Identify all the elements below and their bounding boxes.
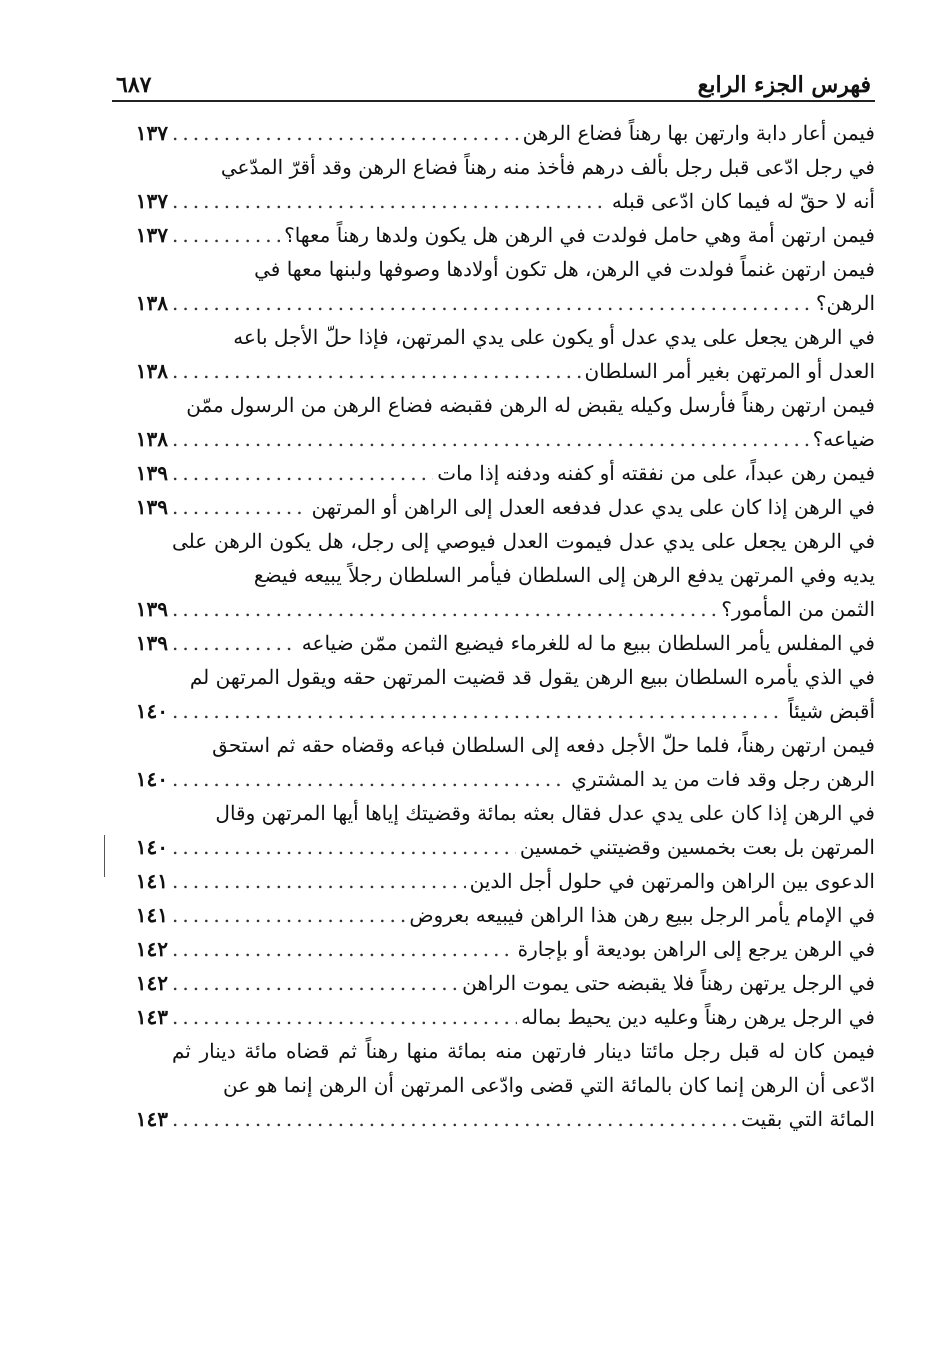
entry-page-ref: ١٤١ <box>135 869 168 893</box>
entry-text: المائة التي بقيت <box>740 1107 875 1131</box>
index-entries <box>112 116 875 1136</box>
entry-text: في الإمام يأمر الرجل ببيع رهن هذا الراهن فيبيعه بعروض <box>409 903 875 927</box>
entry-page-ref: ١٣٩ <box>135 461 168 485</box>
index-entry <box>112 1034 875 1136</box>
index-page <box>112 58 875 1343</box>
entry-text: في الرجل يرهن رهناً وعليه دين يحيط بماله <box>521 1005 875 1029</box>
entry-last-line <box>112 898 875 932</box>
entry-last-line <box>112 966 875 1000</box>
entry-text: الدعوى بين الراهن والمرتهن في حلول أجل الدين <box>469 869 875 893</box>
dot-leader <box>172 184 608 218</box>
dot-leader <box>172 966 458 1000</box>
dot-leader <box>172 218 280 252</box>
entry-page-ref: ١٤٣ <box>135 1005 168 1029</box>
entry-page-ref: ١٤٣ <box>135 1107 168 1131</box>
entry-page-ref: ١٤٠ <box>135 767 168 791</box>
entry-text: فيمن ارتهن رهناً، فلما حلّ الأجل دفعه إلى السلطان فباعه وقضاه حقه ثم استحق <box>212 733 875 757</box>
entry-text: الثمن من المأمور؟ <box>721 597 875 621</box>
dot-leader <box>172 626 298 660</box>
entry-text: الرهن؟ <box>815 291 875 315</box>
entry-last-line <box>112 932 875 966</box>
index-entry <box>112 490 875 524</box>
dot-leader <box>172 490 308 524</box>
entry-page-ref: ١٣٨ <box>135 427 168 451</box>
entry-last-line <box>112 184 875 218</box>
entry-last-line <box>112 422 875 456</box>
index-entry <box>112 626 875 660</box>
entry-page-ref: ١٣٧ <box>135 223 168 247</box>
dot-leader <box>172 354 581 388</box>
entry-last-line <box>112 116 875 150</box>
index-entry <box>112 796 875 864</box>
entry-text: فيمن أعار دابة وارتهن بها رهناً فضاع الرهن <box>522 121 875 145</box>
entry-text: في رجل ادّعى قبل رجل بألف درهم فأخذ منه رهناً فضاع الرهن وقد أقرّ المدّعي <box>220 155 875 179</box>
entry-page-ref: ١٤٢ <box>135 937 168 961</box>
entry-page-ref: ١٤٢ <box>135 971 168 995</box>
index-entry <box>112 1000 875 1034</box>
index-entry <box>112 218 875 252</box>
entry-last-line <box>112 864 875 898</box>
dot-leader <box>172 286 812 320</box>
index-entry <box>112 252 875 320</box>
entry-page-ref: ١٤١ <box>135 903 168 927</box>
entry-page-ref: ١٣٩ <box>135 495 168 519</box>
dot-leader <box>172 762 567 796</box>
entry-last-line <box>112 592 875 626</box>
entry-text: فيمن ارتهن رهناً فأرسل وكيله يقبض له الرهن فقبضه فضاع الرهن من الرسول ممّن <box>186 393 875 417</box>
index-entry <box>112 150 875 218</box>
running-title: فهرس الجزء الرابع <box>697 72 871 98</box>
entry-last-line <box>112 626 875 660</box>
index-entry <box>112 388 875 456</box>
entry-text: في الرهن إذا كان على يدي عدل فدفعه العدل إلى الراهن أو المرتهن <box>311 495 875 519</box>
entry-last-line <box>112 218 875 252</box>
entry-text: أنه لا حقّ له فيما كان ادّعى قبله <box>611 189 875 213</box>
index-entry <box>112 864 875 898</box>
dot-leader <box>172 864 466 898</box>
dot-leader <box>172 456 433 490</box>
entry-text: في الرجل يرتهن رهناً فلا يقبضه حتى يموت الراهن <box>462 971 875 995</box>
entry-last-line <box>112 830 875 864</box>
entry-text: الرهن رجل وقد فات من يد المشتري <box>571 767 875 791</box>
entry-last-line <box>112 354 875 388</box>
entry-text: في الرهن إذا كان على يدي عدل فقال بعثه بمائة وقضيتك إياها أيها المرتهن وقال <box>215 801 875 825</box>
dot-leader <box>172 1102 737 1136</box>
entry-text: المرتهن بل بعت بخمسين وقضيتني خمسين <box>519 835 875 859</box>
entry-last-line <box>112 1102 875 1136</box>
index-entry <box>112 524 875 626</box>
entry-last-line <box>112 286 875 320</box>
entry-text: في المفلس يأمر السلطان ببيع ما له للغرماء فيضيع الثمن ممّن ضياعه <box>301 631 875 655</box>
index-entry <box>112 932 875 966</box>
entry-text: في الرهن يجعل على يدي عدل أو يكون على يدي المرتهن، فإذا حلّ الأجل باعه <box>233 325 875 349</box>
entry-last-line <box>112 694 875 728</box>
entry-text: فيمن رهن عبداً، على من نفقته أو كفنه ودفنه إذا مات <box>437 461 875 485</box>
entry-text: أقبض شيئاً <box>788 699 875 723</box>
entry-text: فيمن ارتهن غنماً فولدت في الرهن، هل تكون أولادها وصوفها ولبنها معها في <box>254 257 875 281</box>
entry-text: ضياعه؟ <box>812 427 875 451</box>
entry-page-ref: ١٤٠ <box>135 699 168 723</box>
dot-leader <box>172 898 405 932</box>
page-number: ٦٨٧ <box>116 72 152 98</box>
entry-page-ref: ١٣٧ <box>135 121 168 145</box>
dot-leader <box>172 116 519 150</box>
index-entry <box>112 456 875 490</box>
entry-text: في الرهن يرجع إلى الراهن بوديعة أو بإجارة <box>517 937 875 961</box>
dot-leader <box>172 932 514 966</box>
index-entry <box>112 966 875 1000</box>
dot-leader <box>172 592 717 626</box>
entry-text: فيمن كان له قبل رجل مائتا دينار فارتهن منه بمائة منها رهناً ثم قضاه مائة دينار ثم ادّعى أن الرهن إنما كان بالمائة التي قضى وادّعى المرتهن أن الرهن إنما هو عن <box>172 1039 875 1097</box>
entry-page-ref: ١٣٩ <box>135 597 168 621</box>
entry-text: فيمن ارتهن أمة وهي حامل فولدت في الرهن هل يكون ولدها رهناً معها؟ <box>284 223 875 247</box>
index-entry <box>112 116 875 150</box>
page-header <box>112 58 875 102</box>
index-entry <box>112 728 875 796</box>
margin-mark <box>104 835 105 877</box>
dot-leader <box>172 1000 517 1034</box>
index-entry <box>112 660 875 728</box>
dot-leader <box>172 694 784 728</box>
entry-page-ref: ١٣٨ <box>135 359 168 383</box>
entry-text: العدل أو المرتهن بغير أمر السلطان <box>584 359 875 383</box>
entry-page-ref: ١٣٧ <box>135 189 168 213</box>
entry-page-ref: ١٣٨ <box>135 291 168 315</box>
index-entry <box>112 320 875 388</box>
entry-page-ref: ١٤٠ <box>135 835 168 859</box>
index-entry <box>112 898 875 932</box>
entry-page-ref: ١٣٩ <box>135 631 168 655</box>
entry-last-line <box>112 490 875 524</box>
dot-leader <box>172 422 809 456</box>
entry-last-line <box>112 456 875 490</box>
dot-leader <box>172 830 516 864</box>
entry-last-line <box>112 1000 875 1034</box>
entry-last-line <box>112 762 875 796</box>
entry-text: في الرهن يجعل على يدي عدل فيموت العدل فيوصي إلى رجل، هل يكون الرهن على يديه وفي المرتهن يدفع الرهن إلى السلطان فيأمر السلطان رجلاً يبيعه فيضع <box>172 529 875 587</box>
entry-text: في الذي يأمره السلطان ببيع الرهن يقول قد قضيت المرتهن حقه ويقول المرتهن لم <box>189 665 875 689</box>
